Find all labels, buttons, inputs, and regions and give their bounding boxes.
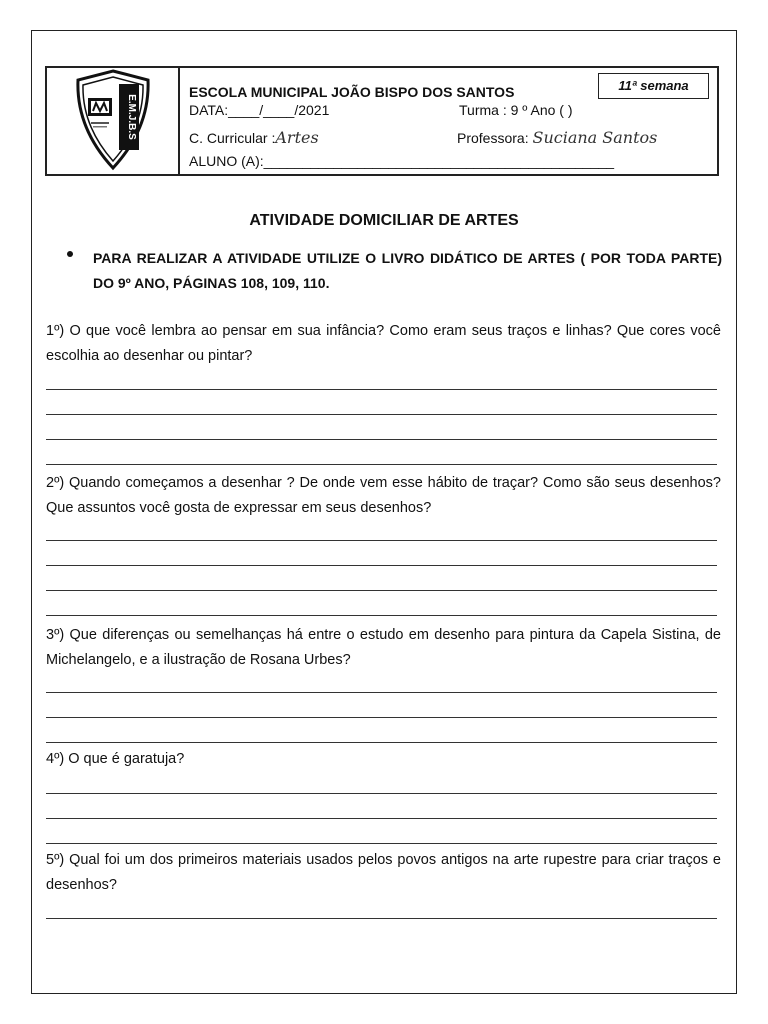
answer-line[interactable] [46, 918, 717, 919]
curricular-row [189, 128, 319, 147]
answer-line[interactable] [46, 565, 717, 566]
curricular-value: Artes [275, 128, 319, 147]
question-5: 5º) Qual foi um dos primeiros materiais usados pelos povos antigos na arte rupestre para criar traços e desenhos? [46, 852, 721, 893]
question-3: 3º) Que diferenças ou semelhanças há entre o estudo em desenho para pintura da Capela Sistina, de Michelangelo, e a ilustração de Rosana Urbes? [46, 627, 721, 668]
professora-row [457, 128, 657, 147]
curricular-label: C. Curricular : [189, 130, 276, 146]
aluno-field[interactable]: ALUNO (A):_____________________________________________ [189, 153, 615, 169]
date-field[interactable]: DATA:____/____/2021 [189, 102, 330, 118]
school-name: ESCOLA MUNICIPAL JOÃO BISPO DOS SANTOS [189, 84, 515, 100]
answer-line[interactable] [46, 742, 717, 743]
question-2: 2º) Quando começamos a desenhar ? De onde vem esse hábito de traçar? Como são seus desenhos? Que assuntos você gosta de expressar em seus desenhos? [46, 475, 721, 516]
answer-line[interactable] [46, 439, 717, 440]
answer-line[interactable] [46, 615, 717, 616]
answer-line[interactable] [46, 389, 717, 390]
question-4: 4º) O que é garatuja? [46, 751, 185, 767]
professora-value: Suciana Santos [532, 128, 658, 147]
bullet-icon [67, 251, 73, 257]
answer-line[interactable] [46, 692, 717, 693]
professora-label: Professora: [457, 130, 529, 146]
turma-field[interactable]: Turma : 9 º Ano ( ) [459, 102, 573, 118]
answer-line[interactable] [46, 793, 717, 794]
page-title: ATIVIDADE DOMICILIAR DE ARTES [249, 212, 519, 229]
logo-text: E.M.J.B.S [126, 94, 137, 140]
answer-line[interactable] [46, 843, 717, 844]
question-1: 1º) O que você lembra ao pensar em sua infância? Como eram seus traços e linhas? Que cores você escolhia ao desenhar ou pintar? [46, 323, 721, 364]
answer-line[interactable] [46, 540, 717, 541]
answer-line[interactable] [46, 464, 717, 465]
header-divider [178, 66, 180, 176]
answer-line[interactable] [46, 414, 717, 415]
answer-line[interactable] [46, 717, 717, 718]
week-label: 11ª semana [598, 73, 709, 99]
school-shield-logo [72, 68, 154, 172]
instruction-text: PARA REALIZAR A ATIVIDADE UTILIZE O LIVRO DIDÁTICO DE ARTES ( POR TODA PARTE) DO 9º ANO, PÁGINAS 108, 109, 110. [93, 250, 722, 291]
answer-line[interactable] [46, 818, 717, 819]
answer-line[interactable] [46, 590, 717, 591]
